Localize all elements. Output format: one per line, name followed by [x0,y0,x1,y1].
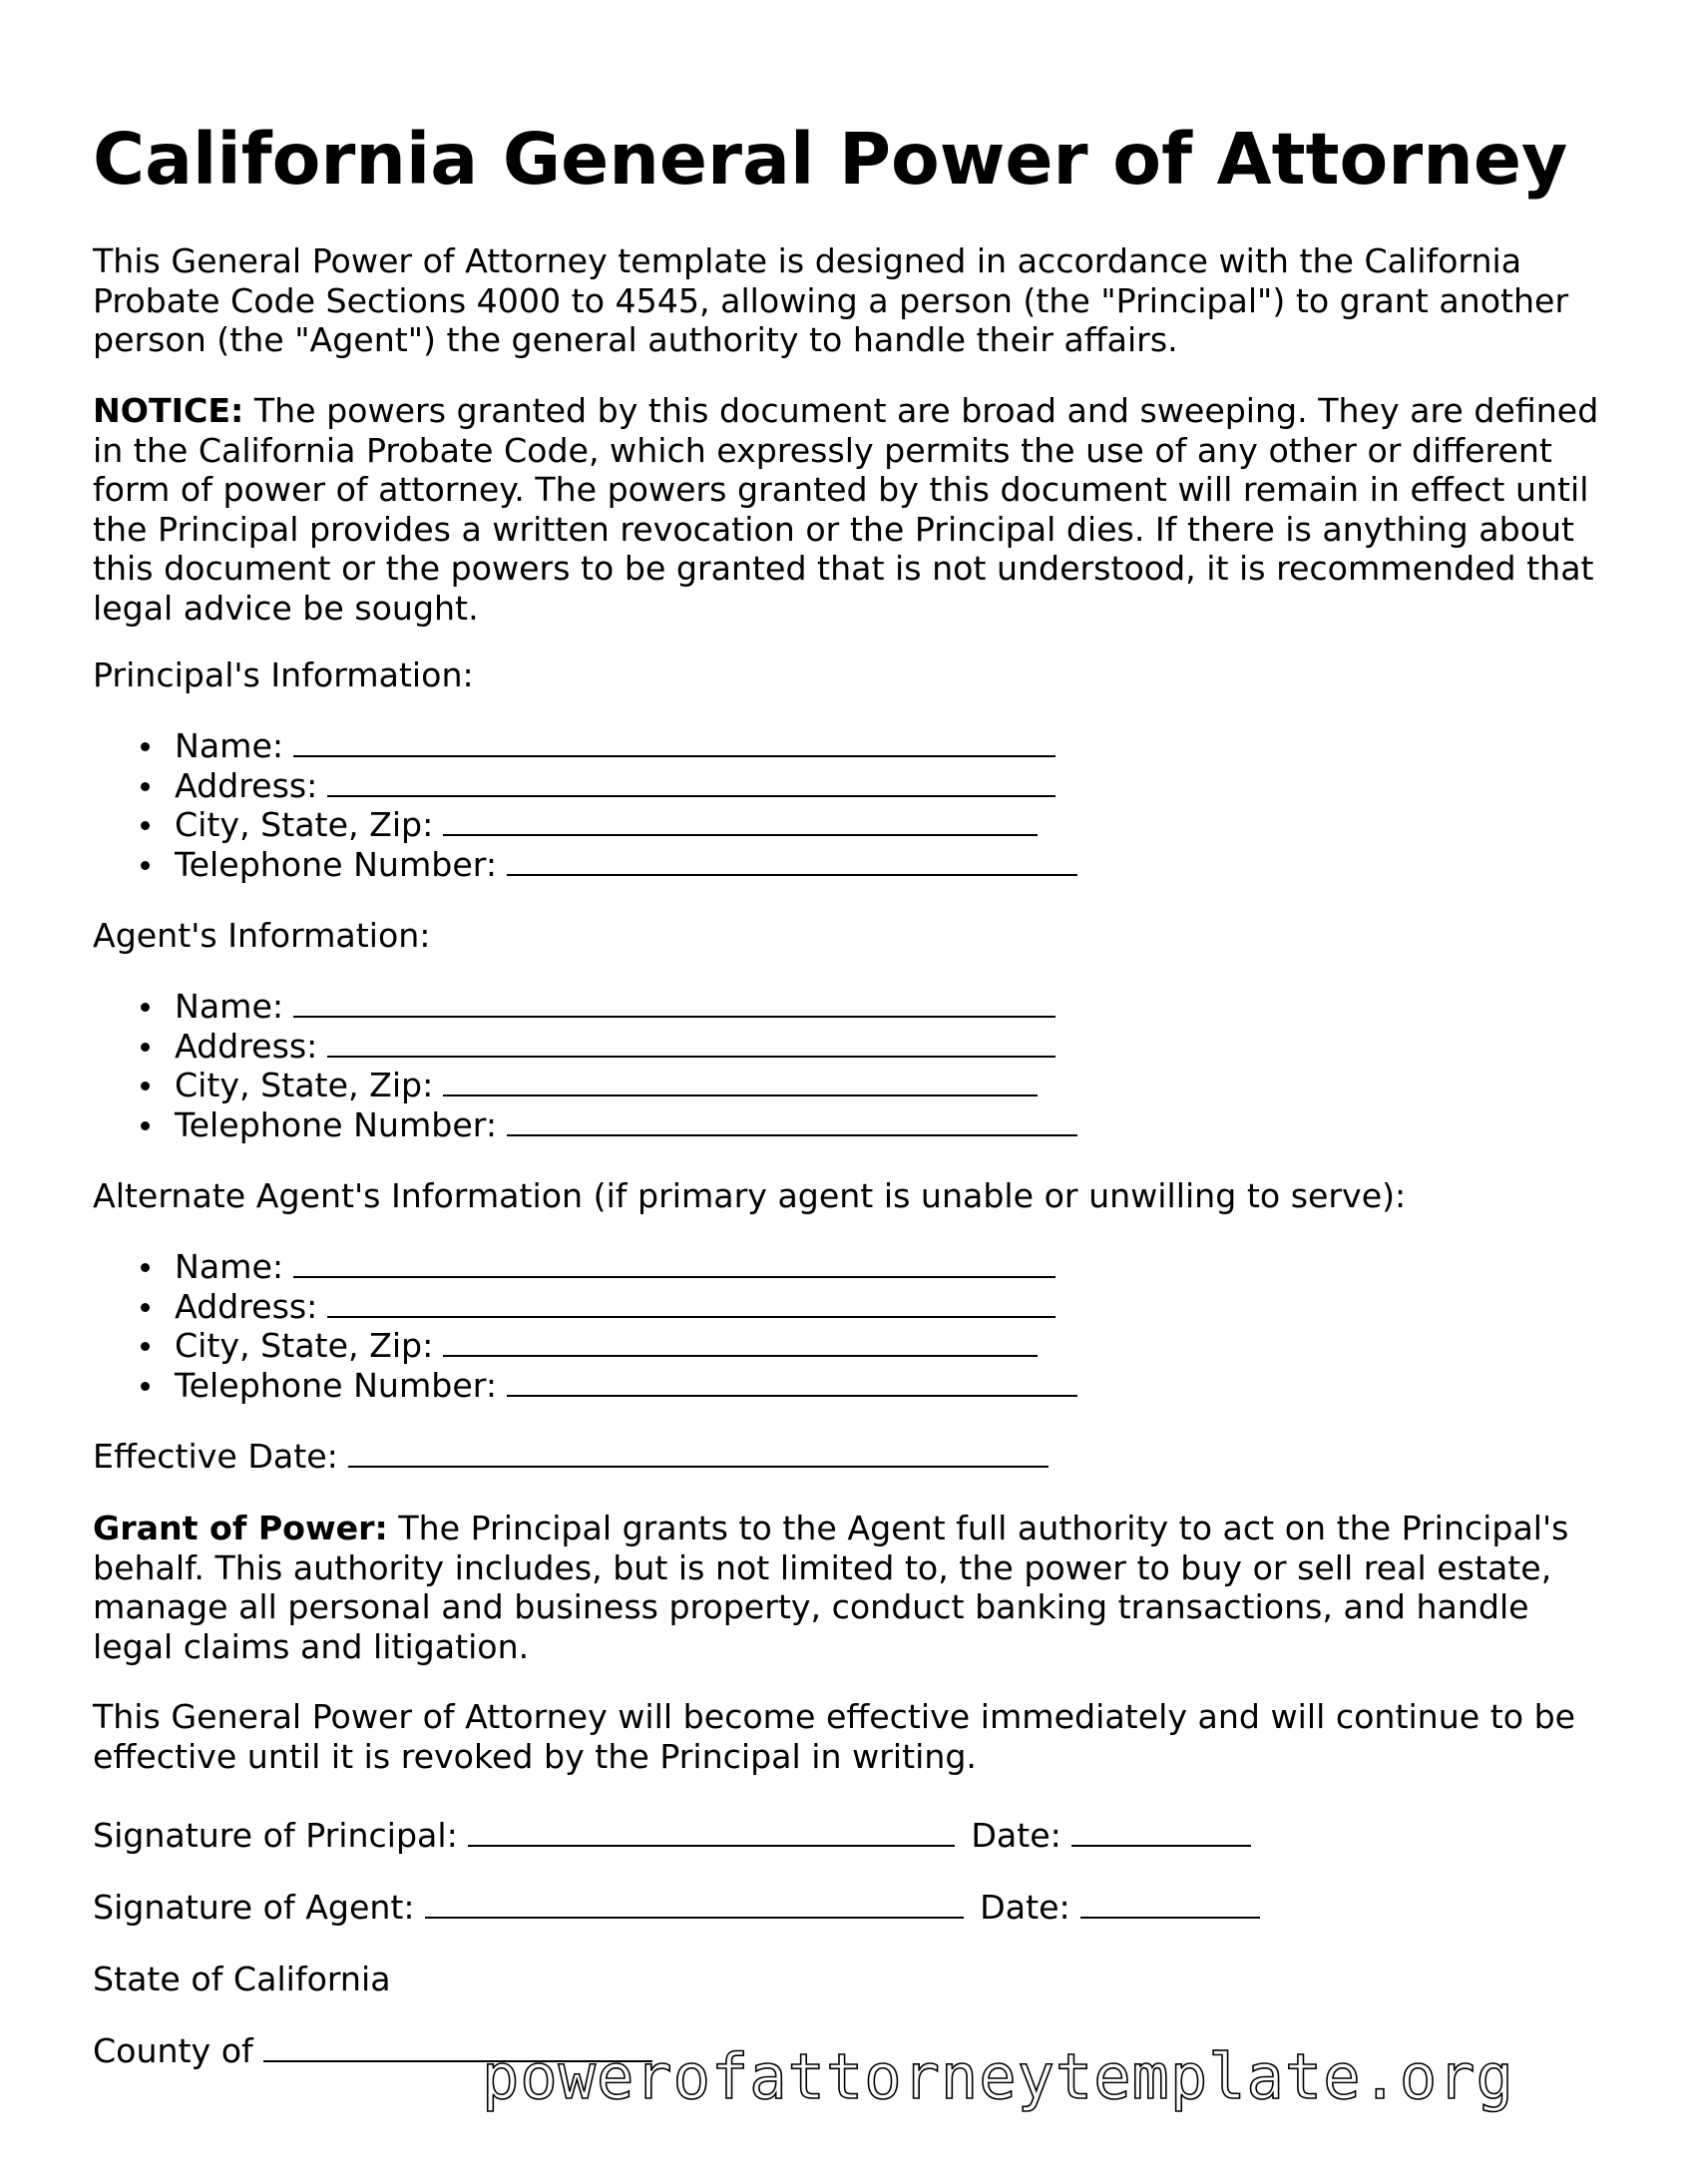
fill-in-line[interactable] [348,1437,1049,1468]
field-label: Telephone Number: [175,844,498,884]
field-label: Address: [175,765,318,805]
principal-signature-line[interactable] [93,1816,1251,1856]
alternate-agent-fields [93,1247,1077,1405]
field-label: City, State, Zip: [175,1066,434,1104]
fill-in-line[interactable] [507,1105,1077,1136]
signature-agent-label: Signature of Agent: [93,1888,415,1927]
signature-principal-label: Signature of Principal: [93,1816,458,1855]
field-label: Address: [175,1286,318,1326]
notice-paragraph [93,391,1619,628]
effective-statement: This General Power of Attorney will become effective immediately and will continue to be effective until it is revoked by the Principal in writing. [93,1697,1576,1776]
agent-signature-line[interactable] [93,1888,1260,1928]
watermark-text: powerofattorneytemplate.org [482,2040,1514,2113]
fill-in-line[interactable] [293,987,1055,1018]
document-title: California General Power of Attorney [93,118,1568,201]
principal-name-field[interactable] [93,726,1077,766]
alternate-agent-city-state-zip-field[interactable] [93,1326,1077,1366]
field-label: Name: [175,987,284,1026]
field-label: City, State, Zip: [175,1326,434,1365]
alternate-agent-heading: Alternate Agent's Information (if primary agent is unable or unwilling to serve): [93,1176,1407,1215]
grant-text: The Principal grants to the Agent full authority to act on the Principal's behalf. This authority includes, but is not limited to, the power to buy or sell real estate, manage all personal and business property, conduct banking transactions, and handle legal claims and litigation. [93,1509,1569,1666]
grant-label: Grant of Power: [93,1509,388,1547]
field-label: City, State, Zip: [175,805,434,844]
fill-in-line[interactable] [293,726,1055,757]
fill-in-line[interactable] [327,1027,1055,1058]
effective-date-field[interactable] [93,1437,1049,1477]
principal-telephone-field[interactable] [93,845,1077,885]
field-label: Telephone Number: [175,1365,498,1405]
county-label: County of [93,2031,253,2070]
fill-in-line[interactable] [507,1366,1077,1397]
fill-in-line[interactable] [293,1247,1055,1278]
intro-paragraph: This General Power of Attorney template is designed in accordance with the California Probate Code Sections 4000 to 4545, allowing a person (the "Principal") to grant another person (the "Agent") the general authority to handle their affairs. [93,241,1569,359]
agent-fields [93,987,1077,1144]
principal-heading: Principal's Information: [93,655,474,694]
field-label: Telephone Number: [175,1104,498,1144]
notice-label: NOTICE: [93,391,244,430]
date-fill-line[interactable] [1080,1888,1260,1919]
notice-text: The powers granted by this document are broad and sweeping. They are defined in the California Probate Code, which expressly permits the use of any other or different form of power of attorney. The powers granted by this document will remain in effect until the Principal provides a written revocation or the Principal dies. If there is anything about this document or the powers to be granted that is not understood, it is recommended that legal advice be sought. [93,391,1599,628]
agent-heading: Agent's Information: [93,916,431,955]
date-label: Date: [980,1888,1070,1927]
fill-in-line[interactable] [443,1066,1038,1096]
principal-fields [93,726,1077,884]
fill-in-line[interactable] [443,1326,1038,1357]
state-line: State of California [93,1960,391,1998]
date-label: Date: [971,1816,1061,1855]
field-label: Name: [175,1247,284,1286]
date-fill-line[interactable] [1071,1816,1251,1847]
fill-in-line[interactable] [327,1287,1055,1318]
fill-in-line[interactable] [327,766,1055,797]
signature-fill-line[interactable] [468,1816,955,1847]
field-label: Name: [175,726,284,765]
agent-address-field[interactable] [93,1027,1077,1067]
agent-name-field[interactable] [93,987,1077,1027]
agent-city-state-zip-field[interactable] [93,1066,1077,1105]
alternate-agent-name-field[interactable] [93,1247,1077,1287]
fill-in-line[interactable] [443,805,1038,836]
fill-in-line[interactable] [507,845,1077,876]
alternate-agent-telephone-field[interactable] [93,1366,1077,1406]
field-label: Address: [175,1026,318,1066]
principal-city-state-zip-field[interactable] [93,805,1077,845]
grant-of-power-paragraph [93,1509,1619,1666]
effective-date-label: Effective Date: [93,1437,338,1476]
agent-telephone-field[interactable] [93,1105,1077,1145]
alternate-agent-address-field[interactable] [93,1287,1077,1327]
signature-fill-line[interactable] [425,1888,964,1919]
principal-address-field[interactable] [93,766,1077,806]
